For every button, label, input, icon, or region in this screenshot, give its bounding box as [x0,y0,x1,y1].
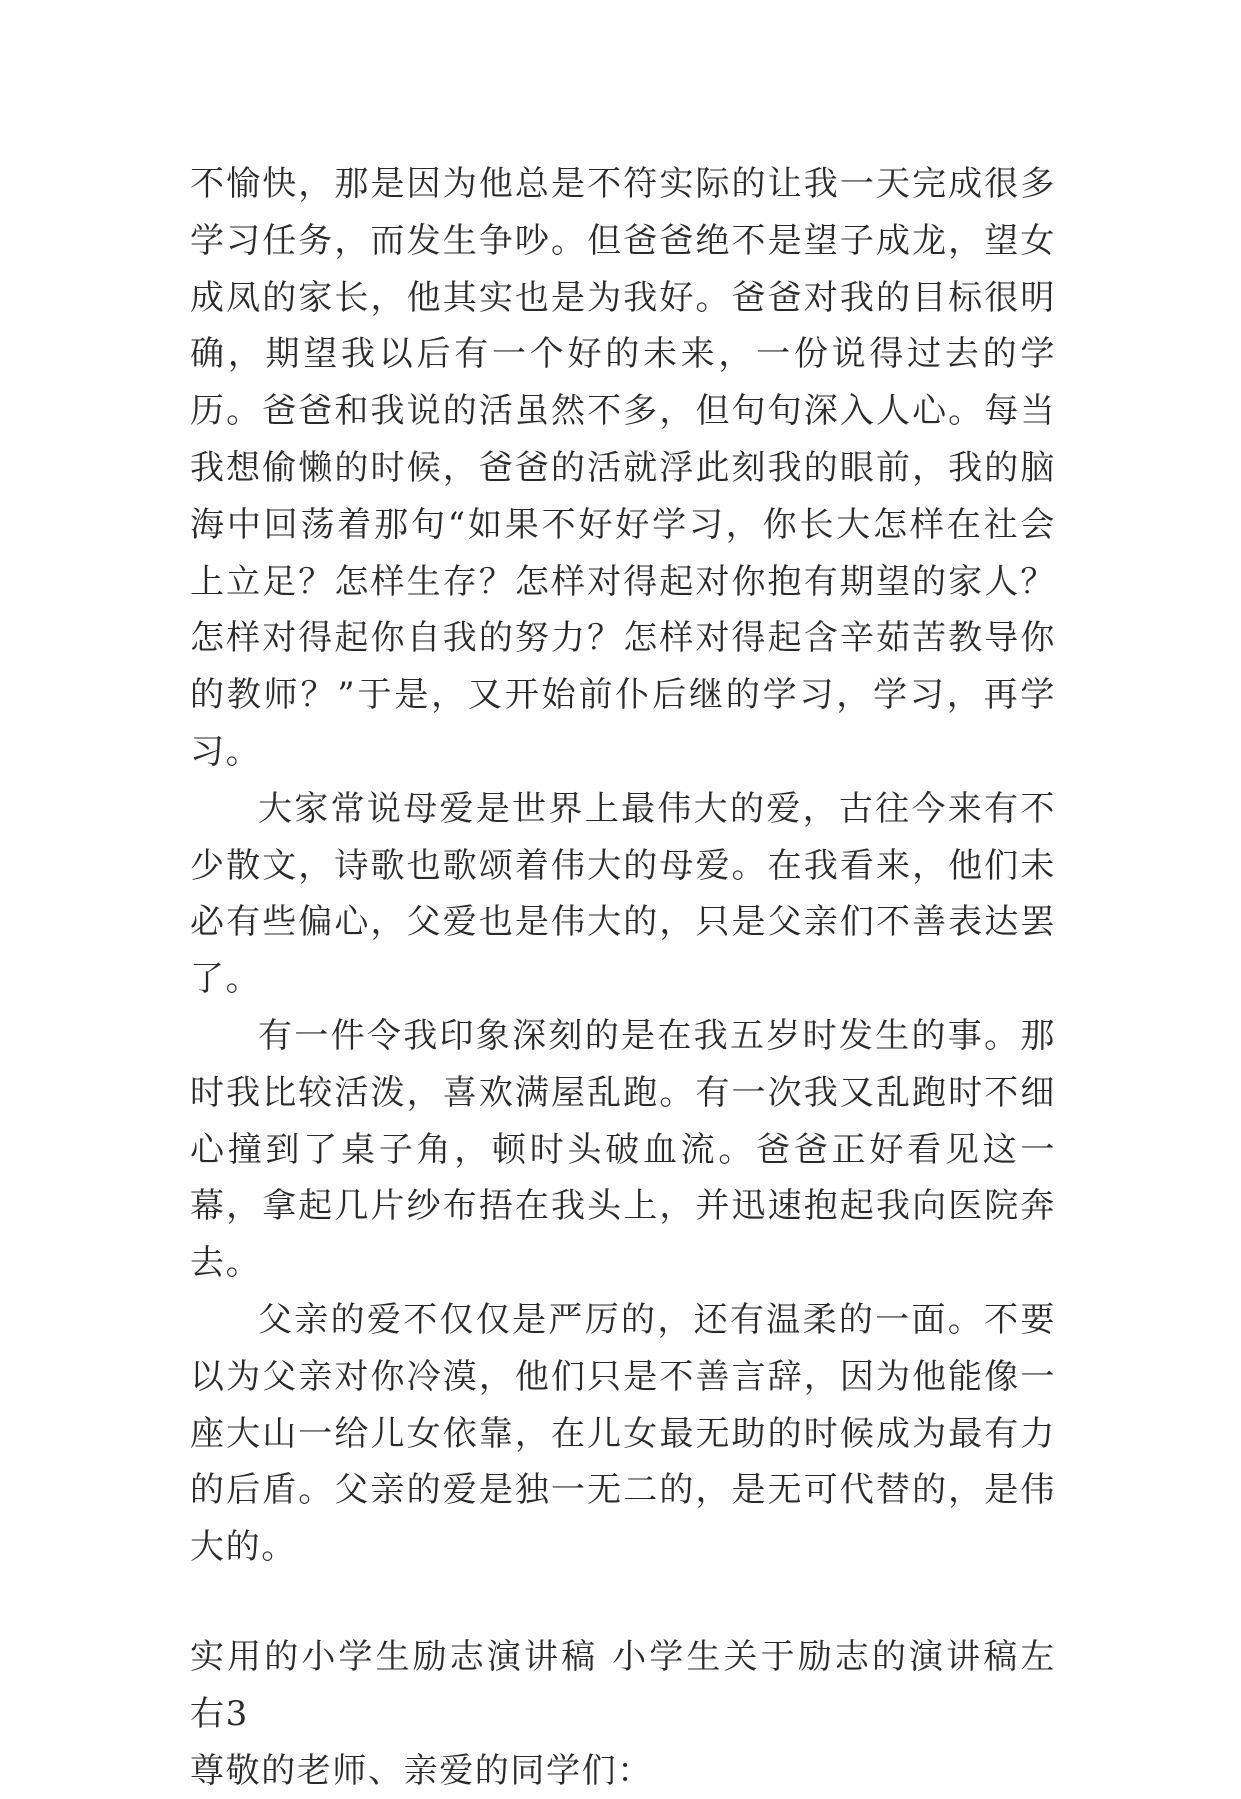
paragraph-motherly-love: 大家常说母爱是世界上最伟大的爱，古往今来有不少散文，诗歌也歌颂着伟大的母爱。在我看来，他们未必有些偏心，父爱也是伟大的，只是父亲们不善表达罢了。 [190,788,1056,1000]
document-body [190,156,1056,1799]
paragraph-childhood-injury: 有一件令我印象深刻的是在我五岁时发生的事。那时我比较活泼，喜欢满屋乱跑。有一次我又乱跑时不细心撞到了桌子角，顿时头破血流。爸爸正好看见这一幕，拿起几片纱布捂在我头上，并迅速抱起我向医院奔去。 [190,1015,1056,1284]
section-spacer [190,1576,1056,1629]
paragraph-continuation: 不愉快，那是因为他总是不符实际的让我一天完成很多学习任务，而发生争吵。但爸爸绝不是望子成龙，望女成凤的家长，他其实也是为我好。爸爸对我的目标很明确，期望我以后有一个好的未来，一份说得过去的学历。爸爸和我说的活虽然不多，但句句深入人心。每当我想偷懒的时候，爸爸的活就浮此刻我的眼前，我的脑海中回荡着那句“如果不好好学习，你长大怎样在社会上立足？怎样生存？怎样对得起对你抱有期望的家人？怎样对得起你自我的努力？怎样对得起含辛茹苦教导你的教师？”于是，又开始前仆后继的学习，学习，再学习。 [190,164,1056,772]
salutation: 尊敬的老师、亲爱的同学们： [190,1750,653,1791]
section-title: 实用的小学生励志演讲稿 小学生关于励志的演讲稿左右3 [190,1636,1056,1734]
paragraph-fathers-love: 父亲的爱不仅仅是严厉的，还有温柔的一面。不要以为父亲对你冷漠，他们只是不善言辞，因为他能像一座大山一给儿女依靠，在儿女最无助的时候成为最有力的后盾。父亲的爱是独一无二的，是无可代替的，是伟大的。 [190,1299,1056,1568]
